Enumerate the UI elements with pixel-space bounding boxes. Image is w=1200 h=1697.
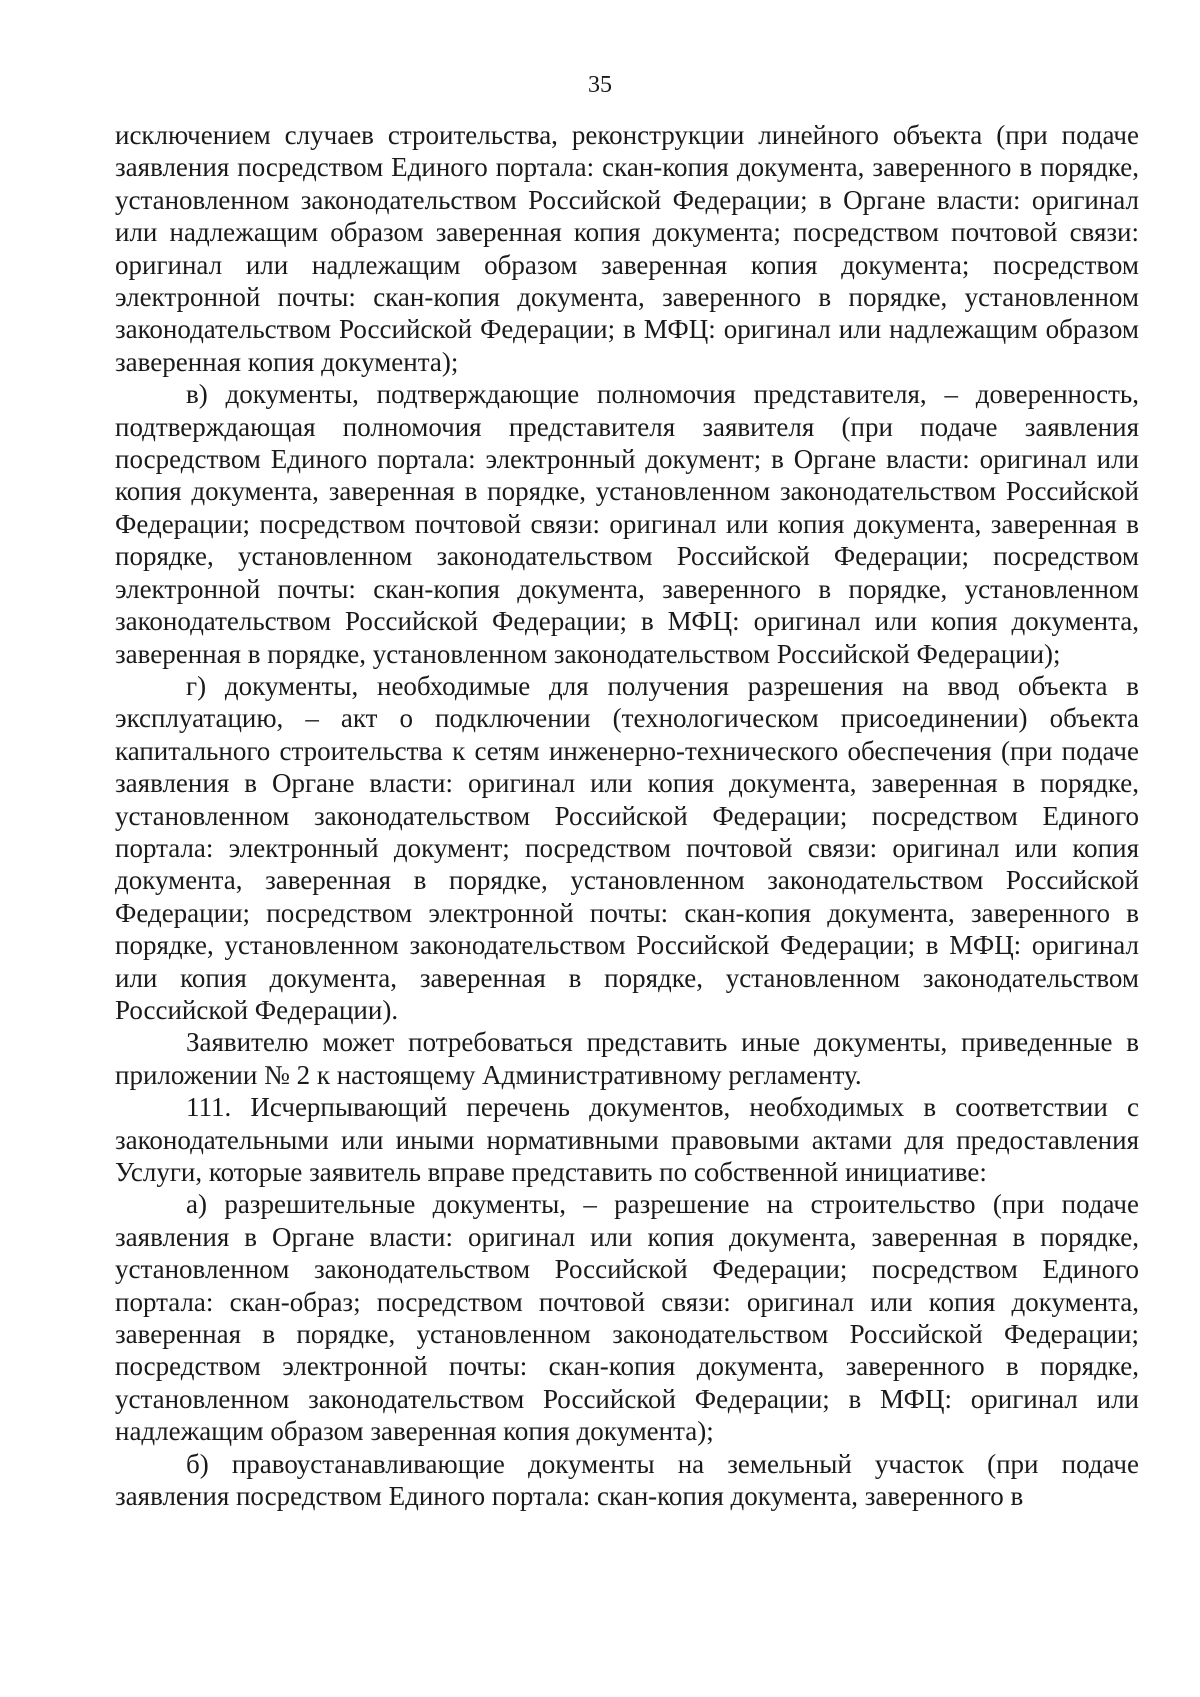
- paragraph-item-b: б) правоустанавливающие документы на земельный участок (при подаче заявления посредством Единого портала: скан-копия документа, заверенного в: [115, 1448, 1139, 1512]
- paragraph-other-documents: Заявителю может потребоваться представить иные документы, приведенные в приложении № 2 к настоящему Административному регламенту.: [115, 1027, 1139, 1090]
- paragraph-item-v: в) документы, подтверждающие полномочия представителя, – доверенность, подтверждающая полномочия представителя заявителя (при подаче заявления посредством Единого портала: электронный документ; в Органе власти: оригинал или копия документа, заверенная в порядке, установленном законодательством Российской Федерации; посредством почтовой связи: оригинал или копия документа, заверенная в порядке, установленном законодательством Российской Федерации; посредством электронной почты: скан-копия документа, заверенного в порядке, установленном законодательством Российской Федерации; в МФЦ: оригинал или копия документа, заверенная в порядке, установленном законодательством Российской Федерации);: [115, 379, 1139, 669]
- paragraph-item-g: г) документы, необходимые для получения разрешения на ввод объекта в эксплуатацию, – акт о подключении (технологическом присоединении) объекта капитального строительства к сетям инженерно-технического обеспечения (при подаче заявления в Органе власти: оригинал или копия документа, заверенная в порядке, установленном законодательством Российской Федерации; посредством Единого портала: электронный документ; посредством почтовой связи: оригинал или копия документа, заверенная в порядке, установленном законодательством Российской Федерации; посредством электронной почты: скан-копия документа, заверенного в порядке, установленном законодательством Российской Федерации; в МФЦ: оригинал или копия документа, заверенная в порядке, установленном законодательством Российской Федерации).: [115, 670, 1139, 1025]
- paragraph-item-a: а) разрешительные документы, – разрешение на строительство (при подаче заявления в Органе власти: оригинал или копия документа, заверенная в порядке, установленном законодательством Российской Федерации; посредством Единого портала: скан-образ; посредством почтовой связи: оригинал или копия документа, заверенная в порядке, установленном законодательством Российской Федерации; посредством электронной почты: скан-копия документа, заверенного в порядке, установленном законодательством Российской Федерации; в МФЦ: оригинал или надлежащим образом заверенная копия документа);: [115, 1189, 1139, 1447]
- page-number: 35: [588, 72, 612, 98]
- paragraph-section-111: 111. Исчерпывающий перечень документов, необходимых в соответствии с законодательными или иными нормативными правовыми актами для предоставления Услуги, которые заявитель вправе представить по собственной инициативе:: [115, 1092, 1139, 1187]
- document-body: [115, 119, 1139, 1512]
- paragraph-continuation: исключением случаев строительства, реконструкции линейного объекта (при подаче заявления посредством Единого портала: скан-копия документа, заверенного в порядке, установленном законодательством Российской Федерации; в Органе власти: оригинал или надлежащим образом заверенная копия документа; посредством почтовой связи: оригинал или надлежащим образом заверенная копия документа; посредством электронной почты: скан-копия документа, заверенного в порядке, установленном законодательством Российской Федерации; в МФЦ: оригинал или надлежащим образом заверенная копия документа);: [115, 120, 1139, 377]
